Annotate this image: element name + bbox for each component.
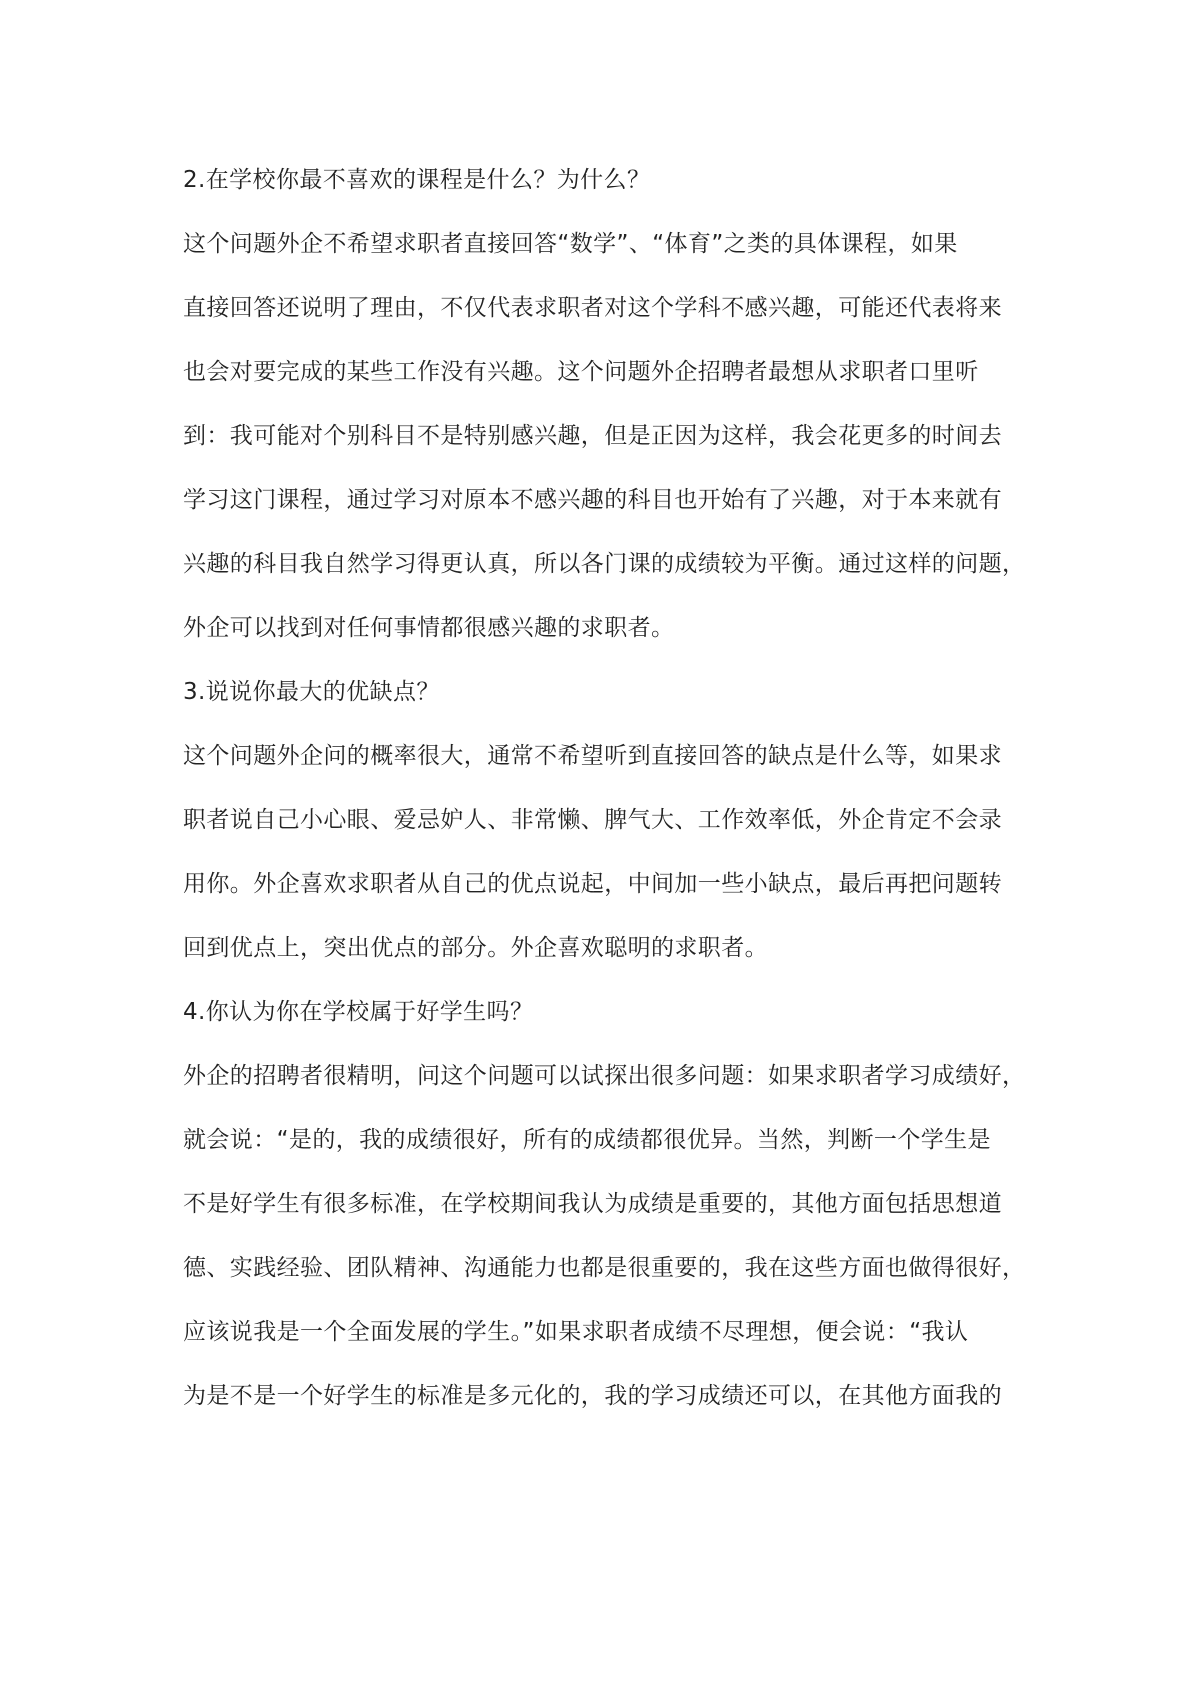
paragraph-line: 外企的招聘者很精明，问这个问题可以试探出很多问题：如果求职者学习成绩好， [183, 1063, 1026, 1089]
paragraph-line: 为是不是一个好学生的标准是多元化的，我的学习成绩还可以，在其他方面我的 [183, 1383, 1002, 1409]
question-heading-4: 4.你认为你在学校属于好学生吗？ [183, 999, 534, 1025]
question-heading-2: 2.在学校你最不喜欢的课程是什么？为什么？ [183, 167, 651, 193]
paragraph-line: 回到优点上，突出优点的部分。外企喜欢聪明的求职者。 [183, 935, 768, 961]
question-heading-3: 3.说说你最大的优缺点？ [183, 679, 440, 705]
paragraph-line: 也会对要完成的某些工作没有兴趣。这个问题外企招聘者最想从求职者口里听 [183, 359, 979, 385]
paragraph-line: 学习这门课程，通过学习对原本不感兴趣的科目也开始有了兴趣，对于本来就有 [183, 487, 1002, 513]
paragraph-line: 应该说我是一个全面发展的学生。”如果求职者成绩不尽理想，便会说：“我认 [183, 1319, 969, 1345]
paragraph-line: 就会说：“是的，我的成绩很好，所有的成绩都很优异。当然，判断一个学生是 [183, 1127, 991, 1153]
paragraph-line: 兴趣的科目我自然学习得更认真，所以各门课的成绩较为平衡。通过这样的问题， [183, 551, 1026, 577]
paragraph-line: 这个问题外企不希望求职者直接回答“数学”、“体育”之类的具体课程，如果 [183, 231, 958, 257]
paragraph-line: 用你。外企喜欢求职者从自己的优点说起，中间加一些小缺点，最后再把问题转 [183, 871, 1002, 897]
paragraph-line: 德、实践经验、团队精神、沟通能力也都是很重要的，我在这些方面也做得很好， [183, 1255, 1026, 1281]
paragraph-line: 职者说自己小心眼、爱忌妒人、非常懒、脾气大、工作效率低，外企肯定不会录 [183, 807, 1002, 833]
paragraph-line: 这个问题外企问的概率很大，通常不希望听到直接回答的缺点是什么等，如果求 [183, 743, 1002, 769]
paragraph-line: 直接回答还说明了理由，不仅代表求职者对这个学科不感兴趣，可能还代表将来 [183, 295, 1002, 321]
paragraph-line: 不是好学生有很多标准，在学校期间我认为成绩是重要的，其他方面包括思想道 [183, 1191, 1002, 1217]
document-body [183, 148, 1025, 1428]
paragraph-line: 外企可以找到对任何事情都很感兴趣的求职者。 [183, 615, 675, 641]
paragraph-line: 到：我可能对个别科目不是特别感兴趣，但是正因为这样，我会花更多的时间去 [183, 423, 1002, 449]
